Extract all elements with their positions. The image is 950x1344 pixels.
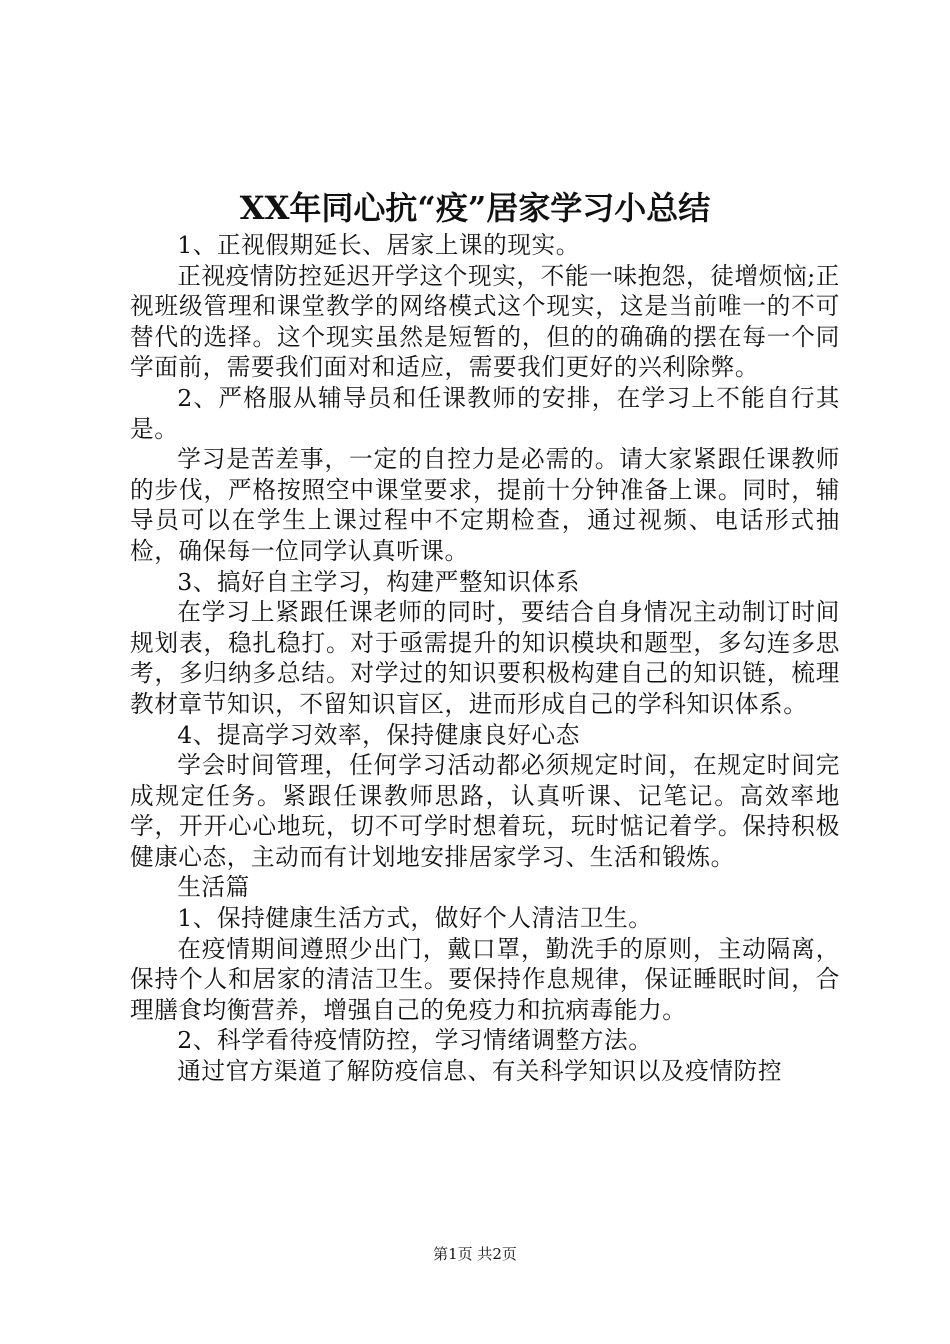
page-footer: 第1页 共2页 [433, 1245, 517, 1263]
section-heading: 1、正视假期延长、居家上课的现实。 [177, 231, 580, 259]
document-body [130, 230, 840, 1087]
paragraph: 学会时间管理，任何学习活动都必须规定时间，在规定时间完成规定任务。紧跟任课教师思路，认真听课、记笔记。高效率地学，开开心心地玩，切不可学时想着玩，玩时惦记着学。保持积极健康心态，主动而有计划地安排居家学习、生活和锻炼。 [130, 751, 840, 871]
paragraph: 通过官方渠道了解防疫信息、有关科学知识以及疫情防控 [177, 1057, 783, 1086]
paragraph: 在疫情期间遵照少出门，戴口罩，勤洗手的原则，主动隔离，保持个人和居家的清洁卫生。要保持作息规律，保证睡眠时间，合理膳食均衡营养，增强自己的免疫力和抗病毒能力。 [130, 934, 840, 1024]
paragraph: 在学习上紧跟任课老师的同时，要结合自身情况主动制订时间规划表，稳扎稳打。对于亟需提升的知识模块和题型，多勾连多思考，多归纳多总结。对学过的知识要积极构建自己的知识链，梳理教材章节知识，不留知识盲区，进而形成自己的学科知识体系。 [130, 598, 840, 718]
section-heading: 生活篇 [177, 873, 250, 902]
paragraph: 正视疫情防控延迟开学这个现实，不能一味抱怨，徒增烦恼;正视班级管理和课堂教学的网络模式这个现实，这是当前唯一的不可替代的选择。这个现实虽然是短暂的，但的的确确的摆在每一个同学面前，需要我们面对和适应，需要我们更好的兴利除弊。 [130, 261, 840, 382]
paragraph: 学习是苦差事，一定的自控力是必需的。请大家紧跟任课教师的步伐，严格按照空中课堂要求，提前十分钟准备上课。同时，辅导员可以在学生上课过程中不定期检查，通过视频、电话形式抽检，确保每一位同学认真听课。 [130, 445, 840, 565]
section-heading: 3、搞好自主学习，构建严整知识体系 [177, 567, 580, 596]
document-title: XX年同心抗“疫”居家学习小总结 [239, 189, 711, 227]
section-heading: 1、保持健康生活方式，做好个人清洁卫生。 [177, 904, 653, 933]
section-heading: 2、科学看待疫情防控，学习情绪调整方法。 [177, 1026, 653, 1055]
section-heading: 2、严格服从辅导员和任课教师的安排，在学习上不能自行其是。 [130, 383, 840, 443]
section-heading: 4、提高学习效率，保持健康良好心态 [177, 720, 580, 749]
